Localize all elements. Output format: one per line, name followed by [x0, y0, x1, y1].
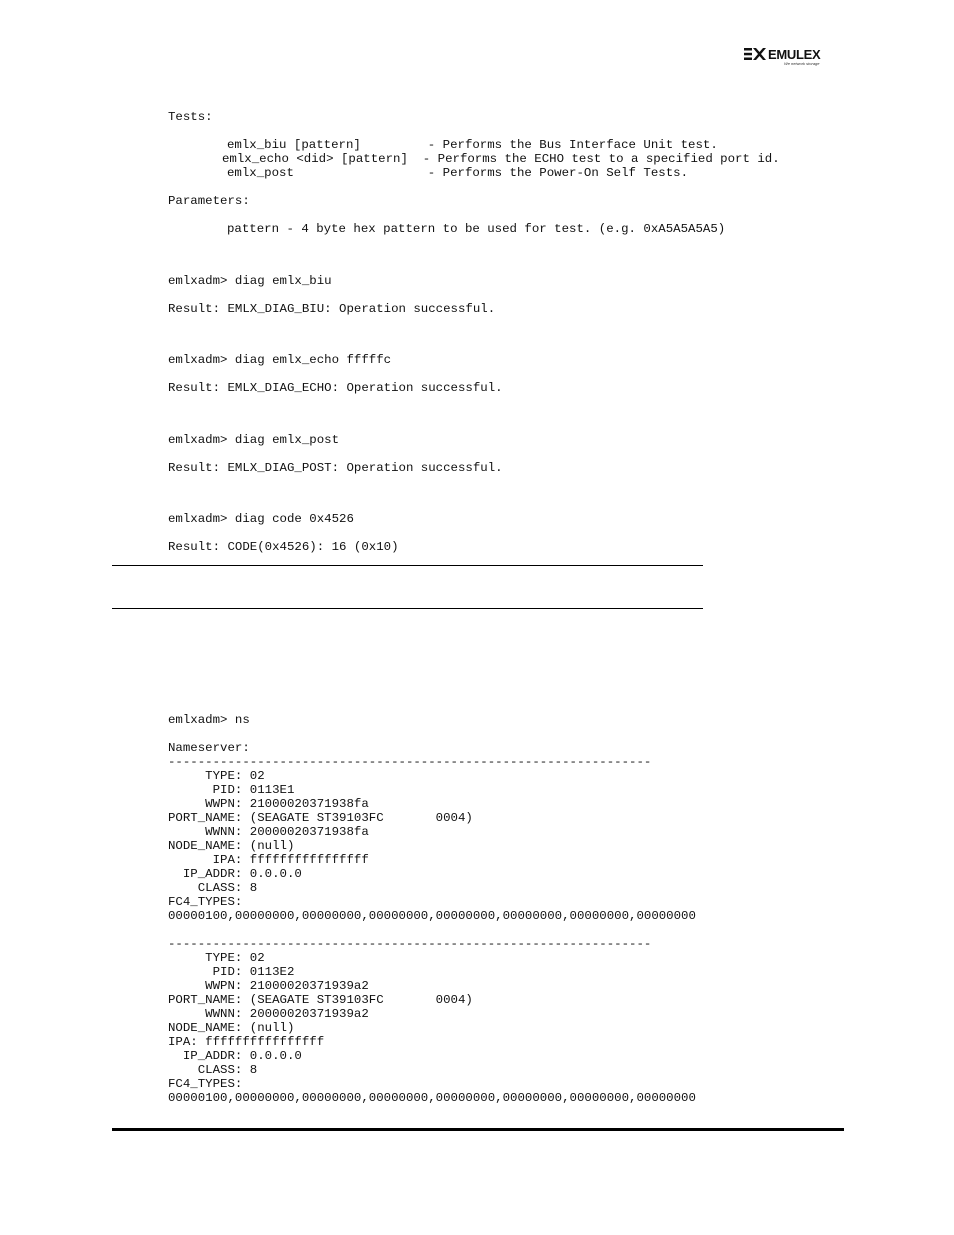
tests-heading: Tests:	[168, 110, 213, 124]
ns-entry-line: CLASS: 8	[168, 881, 258, 895]
parameter-line: pattern - 4 byte hex pattern to be used for test. (e.g. 0xA5A5A5A5)	[227, 222, 726, 236]
ns-entry-line: WWNN: 20000020371939a2	[168, 1007, 369, 1021]
logo-text: EMULEX	[768, 47, 821, 62]
command-prompt: emlxadm> diag emlx_echo fffffc	[168, 353, 392, 367]
command-result: Result: EMLX_DIAG_BIU: Operation successful.	[168, 302, 496, 316]
ns-entry-line: 00000100,00000000,00000000,00000000,00000000,00000000,00000000,00000000	[168, 909, 696, 923]
command-prompt: emlxadm> diag code 0x4526	[168, 512, 354, 526]
section-rule	[112, 608, 703, 609]
emulex-mark-icon	[744, 47, 766, 61]
ns-entry-line: FC4_TYPES:	[168, 1077, 243, 1091]
logo-tagline: We network storage	[784, 61, 820, 66]
ns-entry-line: WWPN: 21000020371939a2	[168, 979, 369, 993]
command-prompt: emlxadm> diag emlx_post	[168, 433, 340, 447]
ns-entry-line: IPA: ffffffffffffffff	[168, 1035, 325, 1049]
ns-entry-line: NODE_NAME: (null)	[168, 1021, 295, 1035]
ns-entry-line: 00000100,00000000,00000000,00000000,00000000,00000000,00000000,00000000	[168, 1091, 696, 1105]
ns-entry-line: PID: 0113E2	[168, 965, 295, 979]
command-prompt: emlxadm> diag emlx_biu	[168, 274, 332, 288]
emulex-logo	[744, 47, 840, 67]
footer-rule	[112, 1128, 844, 1131]
command-result: Result: EMLX_DIAG_POST: Operation successful.	[168, 461, 503, 475]
ns-entry-line: PID: 0113E1	[168, 783, 295, 797]
parameters-heading: Parameters:	[168, 194, 250, 208]
ns-entry-line: TYPE: 02	[168, 769, 265, 783]
test-line: emlx_echo <did> [pattern] - Performs the ECHO test to a specified port id.	[222, 152, 780, 166]
command-result: Result: CODE(0x4526): 16 (0x10)	[168, 540, 399, 554]
ns-entry-line: IP_ADDR: 0.0.0.0	[168, 1049, 302, 1063]
ns-separator: -----------------------------------------------------------------	[168, 937, 652, 951]
test-line: emlx_biu [pattern] - Performs the Bus Interface Unit test.	[227, 138, 718, 152]
ns-entry-line: WWNN: 20000020371938fa	[168, 825, 369, 839]
ns-separator: -----------------------------------------------------------------	[168, 755, 652, 769]
ns-entry-line: CLASS: 8	[168, 1063, 258, 1077]
ns-entry-line: IPA: ffffffffffffffff	[168, 853, 369, 867]
section-rule	[112, 565, 703, 566]
ns-entry-line: WWPN: 21000020371938fa	[168, 797, 369, 811]
command-result: Result: EMLX_DIAG_ECHO: Operation successful.	[168, 381, 503, 395]
ns-entry-line: IP_ADDR: 0.0.0.0	[168, 867, 302, 881]
test-line: emlx_post - Performs the Power-On Self Tests.	[227, 166, 689, 180]
ns-entry-line: FC4_TYPES:	[168, 895, 243, 909]
ns-heading: Nameserver:	[168, 741, 250, 755]
ns-entry-line: NODE_NAME: (null)	[168, 839, 295, 853]
ns-command-prompt: emlxadm> ns	[168, 713, 250, 727]
ns-entry-line: TYPE: 02	[168, 951, 265, 965]
ns-entry-line: PORT_NAME: (SEAGATE ST39103FC 0004)	[168, 811, 473, 825]
ns-entry-line: PORT_NAME: (SEAGATE ST39103FC 0004)	[168, 993, 473, 1007]
